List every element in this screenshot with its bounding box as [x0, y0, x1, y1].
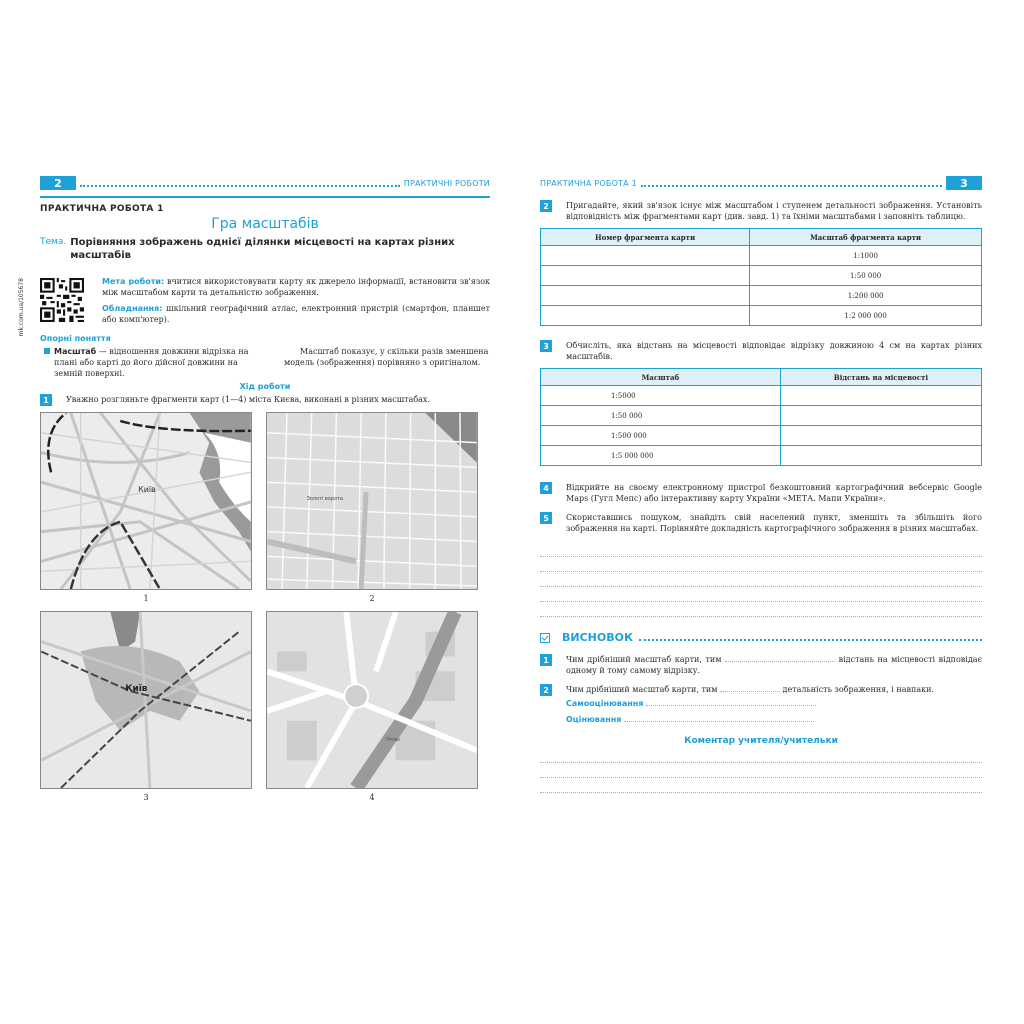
task-text: Відкрийте на своєму електронному пристрої безкоштовний картографічний вебсервіс Google Maps (Гугл Мепс) або інтерактивну карту України «МЕТА. Мапи України». — [566, 483, 982, 503]
sentence-end: детальність зображення, і навпаки. — [782, 685, 934, 694]
eval-label: Оцінювання — [566, 715, 622, 724]
eval-blank[interactable] — [624, 714, 814, 722]
answer-line[interactable] — [540, 557, 982, 572]
self-eval-label: Самооцінювання — [566, 699, 644, 708]
concept-definition: — відношення довжини відрізка на плані або карті до його дійсної довжини на земній поверхні. — [54, 347, 249, 378]
task-text — [566, 684, 982, 696]
map-caption: 2 — [369, 594, 375, 603]
scale-cell: 1:1000 — [750, 246, 982, 266]
map-grid — [40, 412, 490, 802]
map-fragment-3 — [40, 611, 252, 802]
table-row — [541, 246, 982, 266]
running-head-label: ПРАКТИЧНІ РОБОТИ — [403, 178, 490, 188]
running-header — [540, 176, 982, 190]
task-5 — [540, 512, 982, 534]
conclusion-1 — [540, 654, 982, 676]
answer-line[interactable] — [540, 572, 982, 587]
task-text: Обчисліть, яка відстань на місцевості відповідає відрізку довжиною 4 см на картах різних масштабів. — [566, 341, 982, 361]
comment-line[interactable] — [540, 778, 982, 793]
task-text — [566, 654, 982, 676]
sentence-end: відстань на місцевості відповідає одному й тому самому відрізку. — [566, 655, 983, 675]
fill-in-blank[interactable] — [720, 684, 780, 692]
square-bullet-icon — [44, 348, 50, 354]
map-caption: 4 — [369, 793, 375, 802]
procedure-title: Хід роботи — [239, 382, 291, 391]
concepts — [40, 346, 490, 379]
page-title: Гра масштабів — [211, 216, 319, 232]
table-row — [541, 406, 982, 426]
checkbox-icon — [540, 633, 550, 643]
comment-line[interactable] — [540, 748, 982, 763]
fragment-number-cell[interactable] — [541, 246, 750, 266]
table-header: Відстань на місцевості — [780, 369, 981, 386]
header-dots — [641, 179, 942, 187]
regional-map-icon — [41, 612, 251, 788]
task-number: 3 — [540, 340, 552, 352]
concepts-title: Опорні поняття — [40, 334, 111, 343]
table-row — [541, 266, 982, 286]
task-number: 1 — [540, 654, 552, 666]
scale-cell: 1:50 000 — [750, 266, 982, 286]
fragment-number-cell[interactable] — [541, 306, 750, 326]
theme-text: Порівняння зображень однієї ділянки місцевості на картах різних масштабів — [70, 237, 455, 261]
evaluation-row — [566, 712, 982, 728]
page-number: 3 — [946, 176, 982, 190]
theme-label: Тема. — [40, 237, 67, 247]
distance-table — [540, 368, 982, 466]
header-rule — [40, 196, 490, 198]
equipment — [102, 303, 490, 325]
evaluation — [566, 696, 982, 728]
running-header — [40, 176, 490, 190]
table-row — [541, 386, 982, 406]
sentence-start: Чим дрібніший масштаб карти, тим — [566, 655, 722, 664]
task-number: 2 — [540, 200, 552, 212]
table-header: Номер фрагмента карти — [541, 229, 750, 246]
scale-cell: 1:5 000 000 — [541, 446, 781, 466]
map-fragment-4 — [266, 611, 478, 802]
teacher-comment-title: Коментар учителя/учительки — [684, 736, 838, 746]
right-page — [540, 176, 982, 793]
task-text: Уважно розгляньте фрагменти карт (1—4) міста Києва, виконані в різних масштабах. — [66, 395, 430, 404]
table-row — [541, 426, 982, 446]
map-image — [266, 611, 478, 789]
scale-cell: 1:2 000 000 — [750, 306, 982, 326]
meta-text — [102, 276, 490, 330]
scale-cell: 1:200 000 — [750, 286, 982, 306]
comment-area[interactable] — [540, 748, 982, 793]
map-fragment-2 — [266, 412, 478, 603]
scale-cell: 1:50 000 — [541, 406, 781, 426]
concept-note: Масштаб показує, у скільки разів зменшена модель (зображення) порівняно з оригіналом. — [284, 347, 489, 367]
city-map-icon — [41, 413, 251, 589]
table-row — [541, 306, 982, 326]
goal-label: Мета роботи: — [102, 277, 165, 286]
task-number: 4 — [540, 482, 552, 494]
task-number: 5 — [540, 512, 552, 524]
table-header: Масштаб — [541, 369, 781, 386]
left-page — [18, 176, 491, 802]
goal-text: вчитися використовувати карту як джерело інформації, встановити зв'язок між масштабом карти та детальністю зображення. — [102, 277, 491, 297]
map-image — [266, 412, 478, 590]
fragment-number-cell[interactable] — [541, 266, 750, 286]
header-dots — [639, 634, 982, 641]
task-1 — [40, 394, 490, 406]
svg-text:Площа: Площа — [385, 736, 400, 742]
map-fragment-1 — [40, 412, 252, 603]
equipment-text: шкільний географічний атлас, електронний пристрій (смартфон, планшет або комп'ютер). — [102, 304, 490, 324]
table-header: Масштаб фрагмента карти — [750, 229, 982, 246]
map-image — [40, 611, 252, 789]
self-evaluation-row — [566, 696, 982, 712]
concept-term: Масштаб — [54, 347, 97, 356]
distance-cell[interactable] — [780, 386, 981, 406]
task-number: 1 — [40, 394, 52, 406]
scale-cell: 1:500 000 — [541, 426, 781, 446]
sentence-start: Чим дрібніший масштаб карти, тим — [566, 685, 718, 694]
answer-line[interactable] — [540, 587, 982, 602]
theme — [40, 236, 490, 262]
conclusion-header — [540, 631, 982, 644]
distance-cell[interactable] — [780, 426, 981, 446]
qr-code-icon[interactable] — [40, 278, 84, 322]
concept-definition-col — [54, 346, 260, 379]
map-caption: 3 — [143, 793, 149, 802]
goal — [102, 276, 490, 298]
map-caption: 1 — [143, 594, 149, 603]
header-dots — [80, 179, 400, 187]
distance-cell[interactable] — [780, 446, 981, 466]
table-row — [541, 446, 982, 466]
fragment-number-cell[interactable] — [541, 286, 750, 306]
svg-text:Золоті ворота: Золоті ворота — [306, 496, 343, 503]
distance-cell[interactable] — [780, 406, 981, 426]
conclusion-2 — [540, 684, 982, 696]
conclusion-title: ВИСНОВОК — [562, 631, 633, 644]
city-map-icon — [267, 413, 477, 589]
running-head-label: ПРАКТИЧНА РОБОТА 1 — [540, 178, 637, 188]
svg-text:Київ: Київ — [138, 485, 156, 495]
answer-line[interactable] — [540, 542, 982, 557]
scale-matching-table — [540, 228, 982, 326]
svg-text:Київ: Київ — [125, 684, 148, 695]
task-4 — [540, 482, 982, 504]
work-label: ПРАКТИЧНА РОБОТА 1 — [40, 204, 164, 214]
page-number: 2 — [40, 176, 76, 190]
task-text: Скориставшись пошуком, знайдіть свій населений пункт, зменшіть та збільшіть його зображення на карті. Порівняйте докладність картографічного зображення в різних масштабах. — [566, 513, 982, 533]
table-row — [541, 286, 982, 306]
task-2 — [540, 200, 982, 222]
self-eval-blank[interactable] — [646, 698, 816, 706]
task-3 — [540, 340, 982, 362]
equipment-label: Обладнання: — [102, 304, 163, 313]
answer-line[interactable] — [540, 602, 982, 617]
task-text: Пригадайте, який зв'язок існує між масштабом і ступенем детальності зображення. Установіть відповідність між фрагментами карт (див. завд. 1) та їхніми масштабами і заповніть таблицю. — [566, 201, 982, 221]
qr-url[interactable]: mk.com.ua/105678 — [18, 278, 25, 337]
scale-cell: 1:5000 — [541, 386, 781, 406]
street-map-icon — [267, 612, 477, 788]
comment-line[interactable] — [540, 763, 982, 778]
task-number: 2 — [540, 684, 552, 696]
answer-area[interactable] — [540, 542, 982, 617]
map-image — [40, 412, 252, 590]
meta-block — [18, 276, 491, 337]
fill-in-blank[interactable] — [725, 654, 835, 662]
